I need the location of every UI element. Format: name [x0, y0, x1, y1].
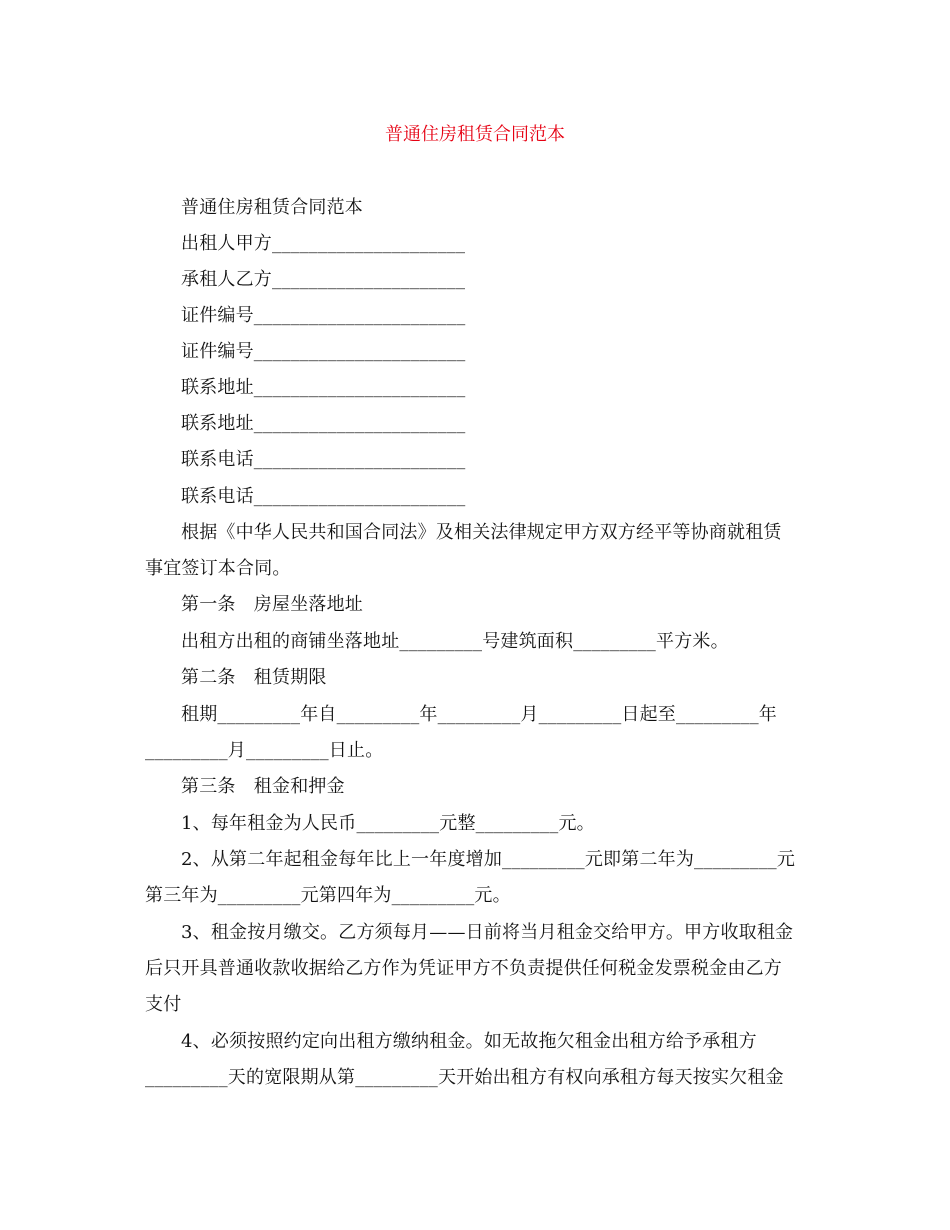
address-line-1: 联系地址_______________________ [181, 377, 466, 398]
document-title: 普通住房租赁合同范本 [385, 124, 565, 145]
clause-4-line-1: 4、必须按照约定向出租方缴纳租金。如无故拖欠租金出租方给予承租方 [181, 1031, 757, 1052]
lessor-line: 出租人甲方_____________________ [181, 233, 466, 254]
clause-3-line-3: 支付 [145, 994, 182, 1015]
article-2-text-1: 租期_________年自_________年_________月_________日起至_________年 [181, 704, 777, 725]
preamble-line-1: 根据《中华人民共和国合同法》及相关法律规定甲方双方经平等协商就租赁 [181, 522, 782, 543]
phone-line-1: 联系电话_______________________ [181, 449, 466, 470]
subtitle-line: 普通住房租赁合同范本 [181, 197, 363, 218]
phone-line-2: 联系电话_______________________ [181, 486, 466, 507]
preamble-line-2: 事宜签订本合同。 [145, 558, 291, 579]
clause-3-line-1: 3、租金按月缴交。乙方须每月——日前将当月租金交给甲方。甲方收取租金 [181, 922, 794, 943]
clause-1: 1、每年租金为人民币_________元整_________元。 [181, 813, 595, 834]
clause-3-line-2: 后只开具普通收款收据给乙方作为凭证甲方不负责提供任何税金发票税金由乙方 [145, 958, 782, 979]
article-2-heading: 第二条 租赁期限 [181, 667, 327, 688]
clause-4-line-2: _________天的宽限期从第_________天开始出租方有权向承租方每天按实欠租金 [145, 1067, 784, 1088]
article-2-text-2: _________月_________日止。 [145, 740, 384, 761]
clause-2-line-2: 第三年为_________元第四年为_________元。 [145, 885, 511, 906]
id-number-line-2: 证件编号_______________________ [181, 341, 466, 362]
lessee-line: 承租人乙方_____________________ [181, 269, 466, 290]
id-number-line-1: 证件编号_______________________ [181, 305, 466, 326]
article-1-heading: 第一条 房屋坐落地址 [181, 594, 363, 615]
article-1-text: 出租方出租的商铺坐落地址_________号建筑面积_________平方米。 [181, 631, 729, 652]
address-line-2: 联系地址_______________________ [181, 413, 466, 434]
clause-2-line-1: 2、从第二年起租金每年比上一年度增加_________元即第二年为_________元 [181, 849, 796, 870]
article-3-heading: 第三条 租金和押金 [181, 776, 345, 797]
